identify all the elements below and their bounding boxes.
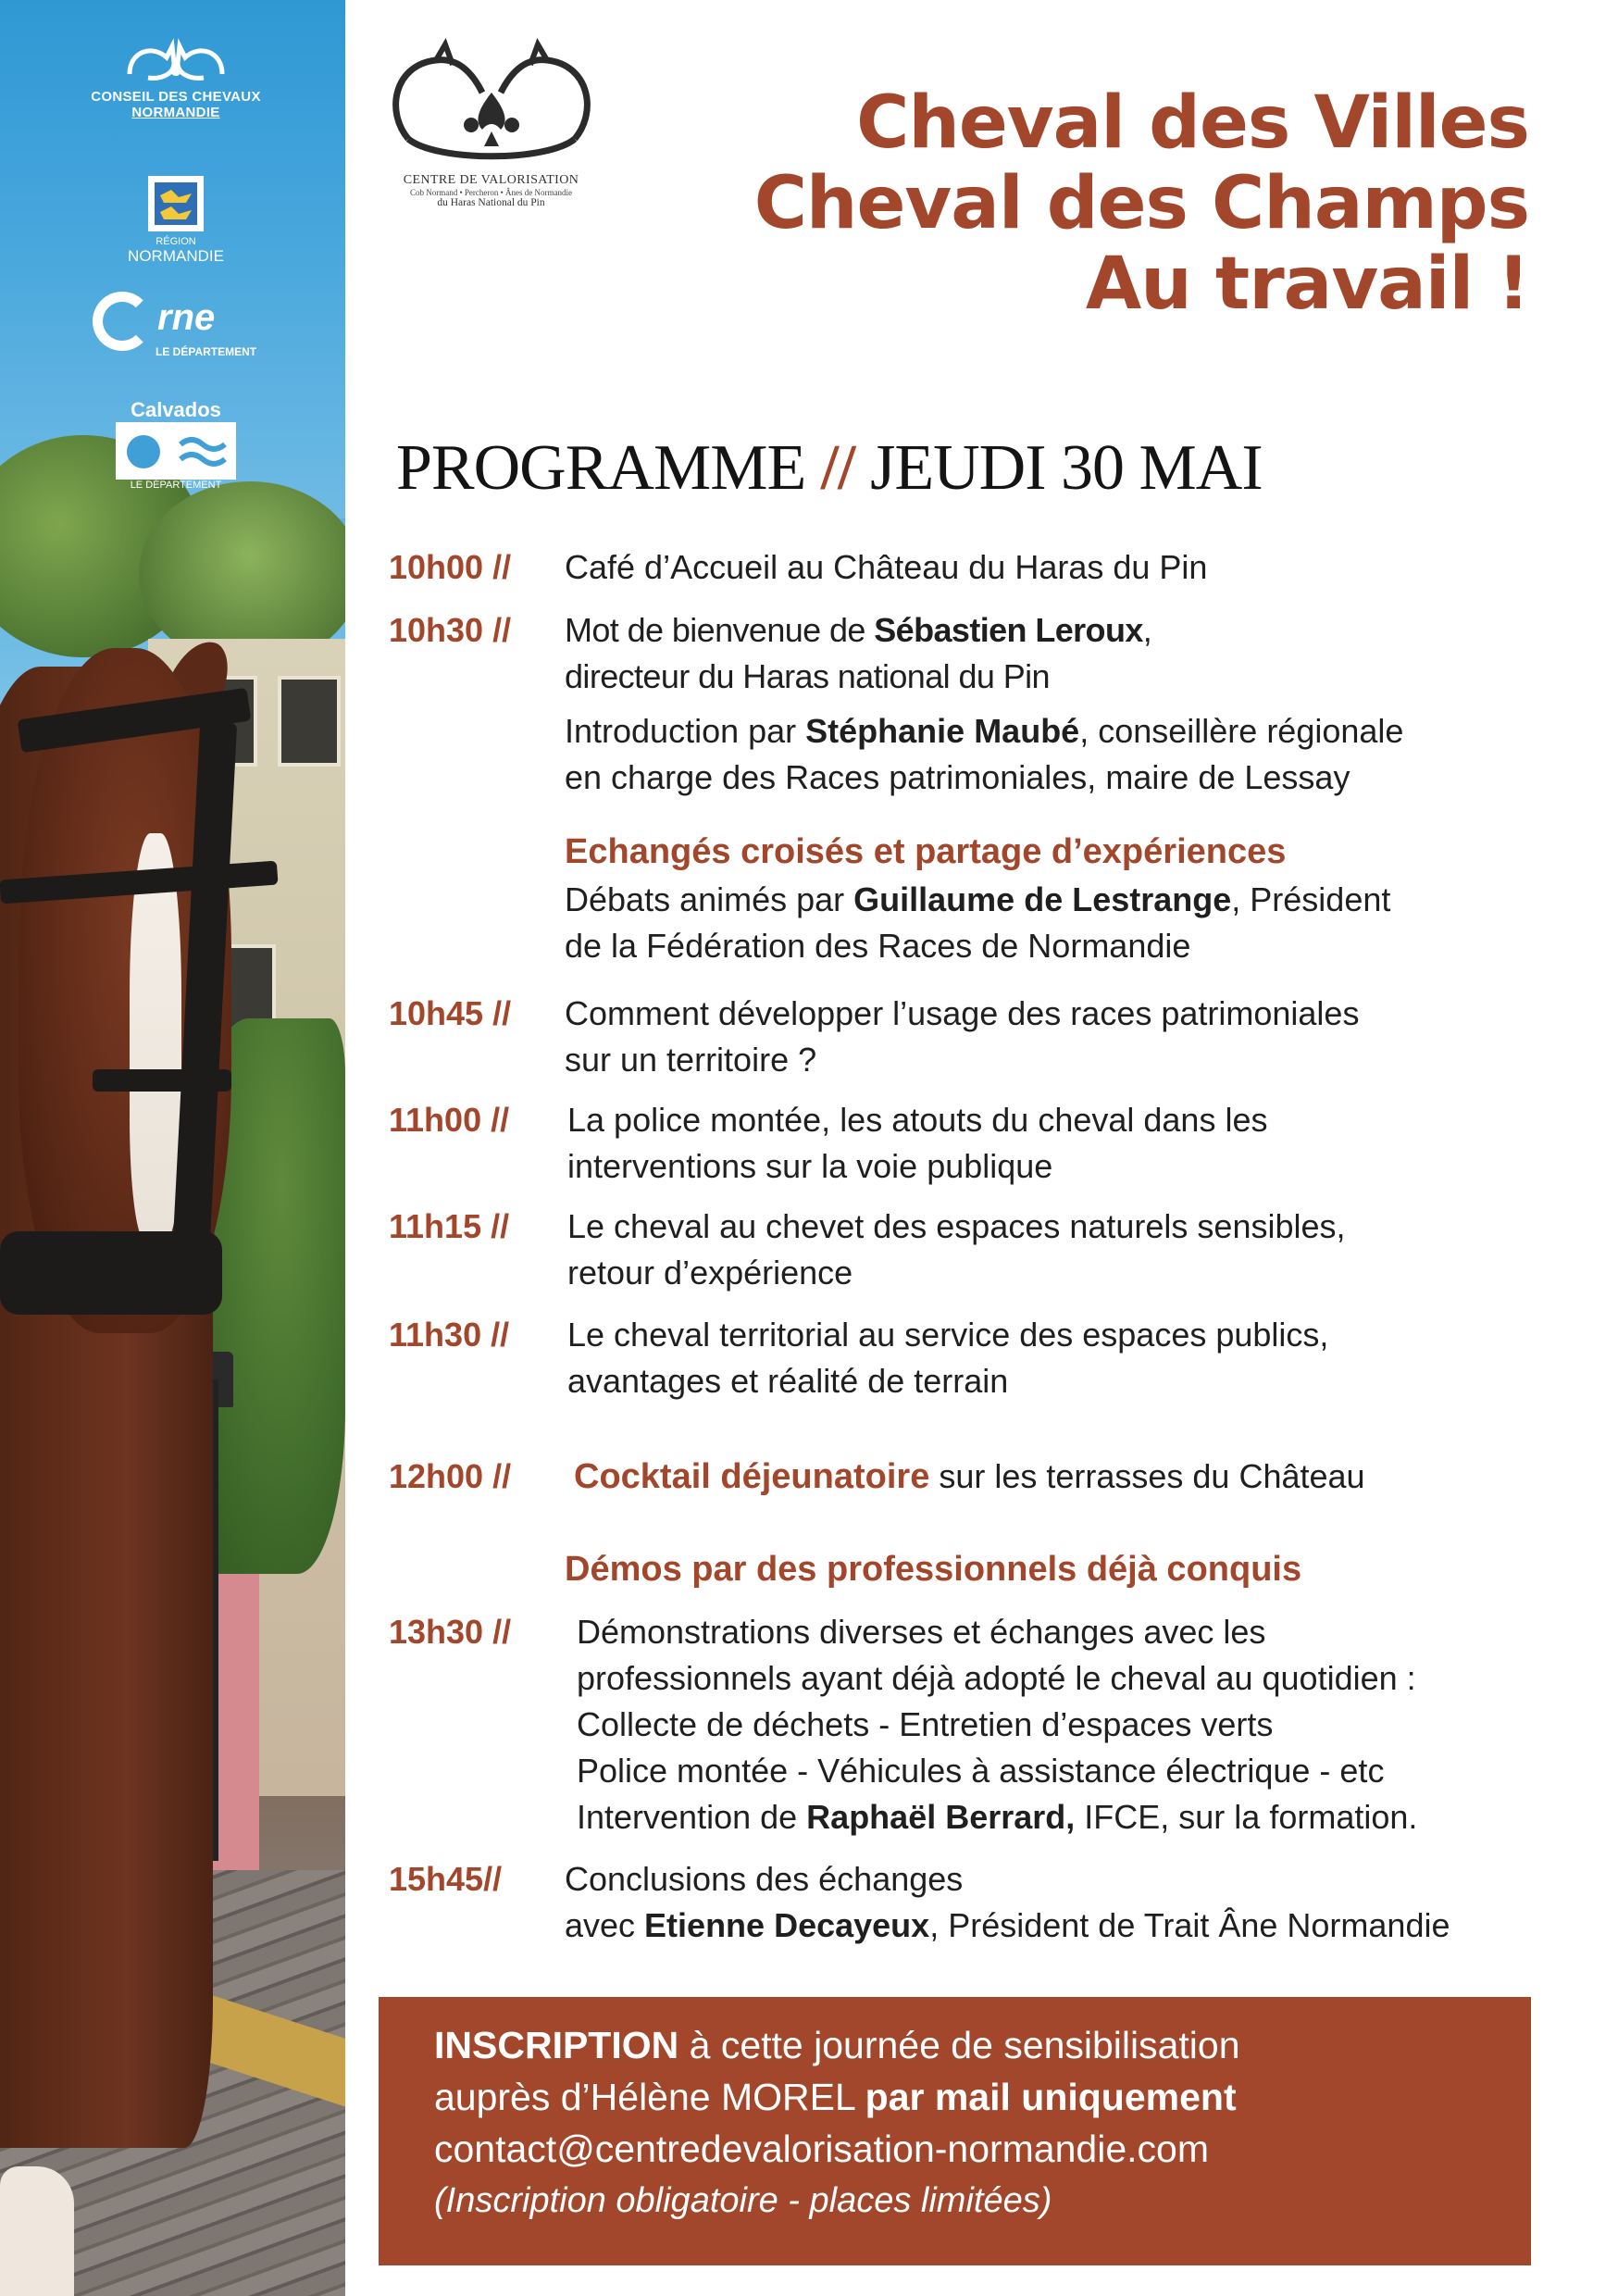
inscription-line1 bbox=[434, 2019, 1240, 2071]
schedule-text: Démonstrations diverses et échanges avec les bbox=[577, 1613, 1266, 1651]
schedule-time: 10h00 // bbox=[389, 548, 512, 586]
programme-date: JEUDI 30 MAI bbox=[870, 432, 1263, 504]
schedule-text-line2: en charge des Races patrimoniales, maire de Lessay bbox=[565, 758, 1350, 796]
text: Débats animés par bbox=[565, 880, 854, 918]
section-title: Echangés croisés et partage d’expériences bbox=[565, 832, 1287, 871]
orne-name: rne bbox=[157, 297, 216, 338]
speaker-name: Sébastien Leroux bbox=[874, 611, 1143, 649]
cocktail-label: Cocktail déjeunatoire bbox=[574, 1457, 930, 1496]
section-title: Démos par des professionnels déjà conquis bbox=[565, 1550, 1302, 1589]
schedule-text: Le cheval territorial au service des espaces publics, bbox=[567, 1316, 1329, 1354]
schedule-text-line2: sur un territoire ? bbox=[565, 1041, 817, 1079]
schedule-text: Café d’Accueil au Château du Haras du Pin bbox=[565, 548, 1208, 586]
text: , bbox=[1142, 611, 1152, 649]
schedule-time: 11h00 // bbox=[389, 1101, 510, 1139]
mail-only-label: par mail uniquement bbox=[865, 2076, 1237, 2118]
centre-line1: CENTRE DE VALORISATION bbox=[403, 173, 579, 187]
text: , Président bbox=[1231, 880, 1391, 918]
schedule-text bbox=[565, 708, 1403, 755]
horse-leg bbox=[0, 2166, 74, 2296]
window bbox=[278, 676, 341, 767]
text: auprès d’Hélène MOREL bbox=[434, 2076, 865, 2118]
schedule-text-line2: professionnels ayant déjà adopté le cheval au quotidien : bbox=[577, 1659, 1416, 1697]
collar bbox=[0, 1231, 222, 1315]
inscription-note: (Inscription obligatoire - places limitées) bbox=[434, 2181, 1052, 2220]
schedule-time: 15h45// bbox=[389, 1860, 503, 1898]
text: , conseillère régionale bbox=[1079, 712, 1404, 750]
inscription-label: INSCRIPTION bbox=[434, 2024, 679, 2066]
programme-heading bbox=[396, 431, 1263, 505]
programme-separator: // bbox=[820, 432, 855, 504]
text: sur les terrasses du Château bbox=[929, 1457, 1365, 1495]
centre-valorisation-logo bbox=[368, 37, 614, 208]
conseil-line2: NORMANDIE bbox=[131, 105, 220, 120]
schedule-text-line4: Police montée - Véhicules à assistance électrique - etc bbox=[577, 1752, 1385, 1790]
title-line3: Au travail ! bbox=[1085, 243, 1529, 326]
text: Introduction par bbox=[565, 712, 806, 750]
schedule-time: 10h45 // bbox=[389, 994, 512, 1032]
text: IFCE, sur la formation. bbox=[1075, 1798, 1418, 1836]
schedule-text-line2: directeur du Haras national du Pin bbox=[565, 657, 1050, 695]
region-line1: RÉGION bbox=[156, 236, 196, 247]
schedule-text-line2: retour d’expérience bbox=[567, 1254, 853, 1292]
speaker-name: Stéphanie Maubé bbox=[805, 712, 1080, 750]
conseil-line1: CONSEIL DES CHEVAUX bbox=[91, 89, 261, 105]
schedule-time: 10h30 // bbox=[389, 611, 512, 649]
centre-line2: Cob Normand • Percheron • Ânes de Normandie bbox=[409, 188, 572, 197]
region-normandie-logo bbox=[56, 171, 296, 266]
speaker-name: Raphaël Berrard, bbox=[806, 1798, 1076, 1836]
text: Mot de bienvenue de bbox=[565, 611, 875, 649]
schedule-text: Comment développer l’usage des races patrimoniales bbox=[565, 994, 1360, 1032]
lions-shield-icon bbox=[143, 171, 208, 236]
title-line2: Cheval des Champs bbox=[753, 162, 1529, 245]
horse-photo bbox=[0, 0, 345, 2296]
calvados-sub: LE DÉPARTEMENT bbox=[130, 480, 222, 491]
text: , Président de Trait Âne Normandie bbox=[929, 1906, 1450, 1944]
title-line1: Cheval des Villes bbox=[856, 81, 1529, 165]
orne-o-icon bbox=[93, 292, 152, 351]
calvados-name: Calvados bbox=[131, 398, 221, 421]
schedule-time: 13h30 // bbox=[389, 1613, 512, 1651]
inscription-box bbox=[379, 1997, 1531, 2265]
contact-email[interactable]: contact@centredevalorisation-normandie.com bbox=[434, 2128, 1209, 2170]
inscription-content bbox=[434, 2019, 1240, 2227]
text: avec bbox=[565, 1906, 645, 1944]
text: Intervention de bbox=[577, 1798, 807, 1836]
schedule-text-line3: Collecte de déchets - Entretien d’espaces verts bbox=[577, 1705, 1274, 1743]
apple-waves-icon bbox=[116, 422, 236, 480]
centre-line3: du Haras National du Pin bbox=[437, 197, 545, 208]
schedule-text bbox=[574, 1454, 1365, 1500]
schedule-text-line2: interventions sur la voie publique bbox=[567, 1147, 1053, 1185]
schedule-time: 11h30 // bbox=[389, 1316, 510, 1354]
schedule-time: 12h00 // bbox=[389, 1457, 512, 1495]
calvados-logo bbox=[56, 398, 296, 491]
horse-heads-icon bbox=[120, 37, 231, 89]
poster-title bbox=[754, 83, 1529, 325]
schedule-text: Conclusions des échanges bbox=[565, 1860, 964, 1898]
schedule-text-line2: de la Fédération des Races de Normandie bbox=[565, 927, 1191, 965]
programme-label: PROGRAMME bbox=[396, 432, 806, 504]
speaker-name: Etienne Decayeux bbox=[644, 1906, 930, 1944]
schedule-time: 11h15 // bbox=[389, 1207, 510, 1245]
schedule-text bbox=[565, 607, 1151, 654]
schedule-text: La police montée, les atouts du cheval dans les bbox=[567, 1101, 1268, 1139]
region-line2: NORMANDIE bbox=[128, 247, 224, 265]
conseil-chevaux-logo bbox=[56, 37, 296, 120]
horse-heads-emblem-icon bbox=[380, 37, 603, 167]
text: à cette journée de sensibilisation bbox=[678, 2024, 1240, 2066]
schedule-text-line5 bbox=[577, 1794, 1417, 1841]
schedule-text bbox=[565, 877, 1390, 923]
orne-logo bbox=[56, 292, 296, 366]
schedule-text: Le cheval au chevet des espaces naturels sensibles, bbox=[567, 1207, 1346, 1245]
schedule-text-line2: avantages et réalité de terrain bbox=[567, 1362, 1009, 1400]
inscription-line2 bbox=[434, 2071, 1240, 2123]
speaker-name: Guillaume de Lestrange bbox=[853, 880, 1232, 918]
orne-sub: LE DÉPARTEMENT bbox=[156, 345, 257, 358]
schedule-text-line2 bbox=[565, 1903, 1450, 1949]
